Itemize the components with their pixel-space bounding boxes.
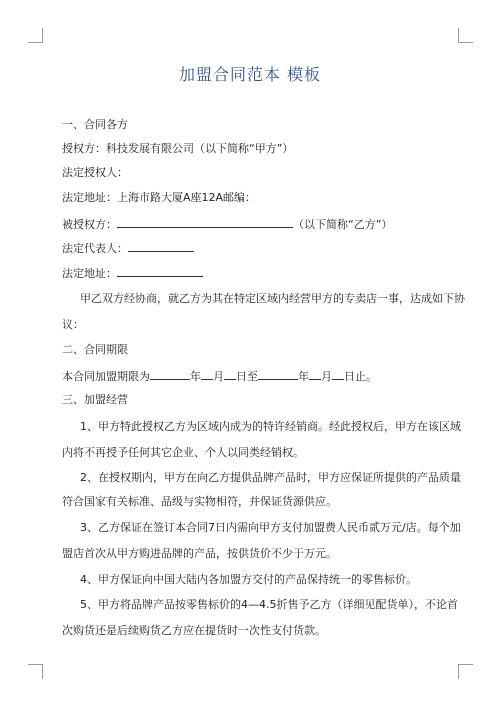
agreement-line-2: 议： — [62, 318, 84, 331]
grantor-line: 授权方：科技发展有限公司（以下简称“甲方”） — [62, 142, 294, 155]
clause-2-line-1: 2、在授权期内，甲方在向乙方提供品牌产品时，甲方应保证所提供的产品质量 — [80, 471, 461, 484]
term-line — [62, 368, 377, 384]
start-month-blank — [201, 368, 213, 380]
clause-1-line-2: 内将不再授予任何其它企业、个人以同类经销权。 — [62, 446, 304, 459]
start-year-blank — [150, 368, 190, 380]
agreement-line-1: 甲乙双方经协商，就乙方为其在特定区域内经营甲方的专卖店一事，达成如下协 — [80, 292, 465, 305]
end-year-blank — [258, 368, 298, 380]
end-year-label: 年 — [298, 370, 309, 383]
crop-mark-top-left — [28, 28, 43, 43]
legal-rep-line — [62, 240, 194, 256]
legal-rep-label: 法定代表人： — [62, 242, 128, 255]
term-prefix: 本合同加盟期限为 — [62, 370, 150, 383]
section-heading-operations: 三、加盟经营 — [62, 393, 128, 406]
grantee-address-label: 法定地址： — [62, 267, 117, 280]
clause-5-line-2: 次购货还是后续购货乙方应在提货时一次性支付货款。 — [62, 624, 326, 637]
start-year-label: 年 — [190, 370, 201, 383]
end-month-blank — [309, 368, 321, 380]
clause-1-line-1: 1、甲方特此授权乙方为区域内成为的特许经销商。经此授权后，甲方在该区域 — [80, 420, 461, 433]
grantee-address-blank — [117, 265, 203, 277]
clause-5-line-1: 5、甲方将品牌产品按零售标价的4—4.5折售予乙方（详细见配货单），不论首 — [80, 598, 458, 611]
section-heading-parties: 一、合同各方 — [62, 118, 128, 131]
clause-3-line-2: 盟店首次从甲方购进品牌的产品，按供货价不少于万元。 — [62, 547, 337, 560]
start-month-label: 月 — [213, 370, 224, 383]
crop-mark-bottom-right — [458, 664, 473, 679]
legal-rep-blank — [128, 240, 194, 252]
document-title: 加盟合同范本 模板 — [178, 65, 322, 84]
clause-2-line-2: 符合国家有关标准、品级与实物相符，并保证货源供应。 — [62, 495, 337, 508]
grantee-suffix: （以下简称“乙方”） — [293, 218, 393, 231]
day-end-label: 日止。 — [344, 370, 377, 383]
grantee-label: 被授权方： — [62, 218, 117, 231]
end-day-blank — [332, 368, 344, 380]
section-heading-term: 二、合同期限 — [62, 343, 128, 356]
start-day-blank — [224, 368, 236, 380]
grantor-address-line: 法定地址：上海市路大厦A座12A邮编： — [62, 191, 257, 204]
end-month-label: 月 — [321, 370, 332, 383]
clause-4-line-1: 4、甲方保证向中国大陆内各加盟方交付的产品保持统一的零售标价。 — [80, 573, 417, 586]
day-to-label: 日至 — [236, 370, 258, 383]
grantee-blank — [117, 216, 293, 228]
crop-mark-top-right — [458, 28, 473, 43]
grantee-address-line — [62, 265, 203, 281]
crop-mark-bottom-left — [28, 664, 43, 679]
legal-authorizer-label: 法定授权人： — [62, 166, 128, 179]
clause-3-line-1: 3、乙方保证在签订本合同7日内需向甲方支付加盟费人民币贰万元/店。每个加 — [80, 521, 461, 534]
grantee-line — [62, 216, 392, 232]
